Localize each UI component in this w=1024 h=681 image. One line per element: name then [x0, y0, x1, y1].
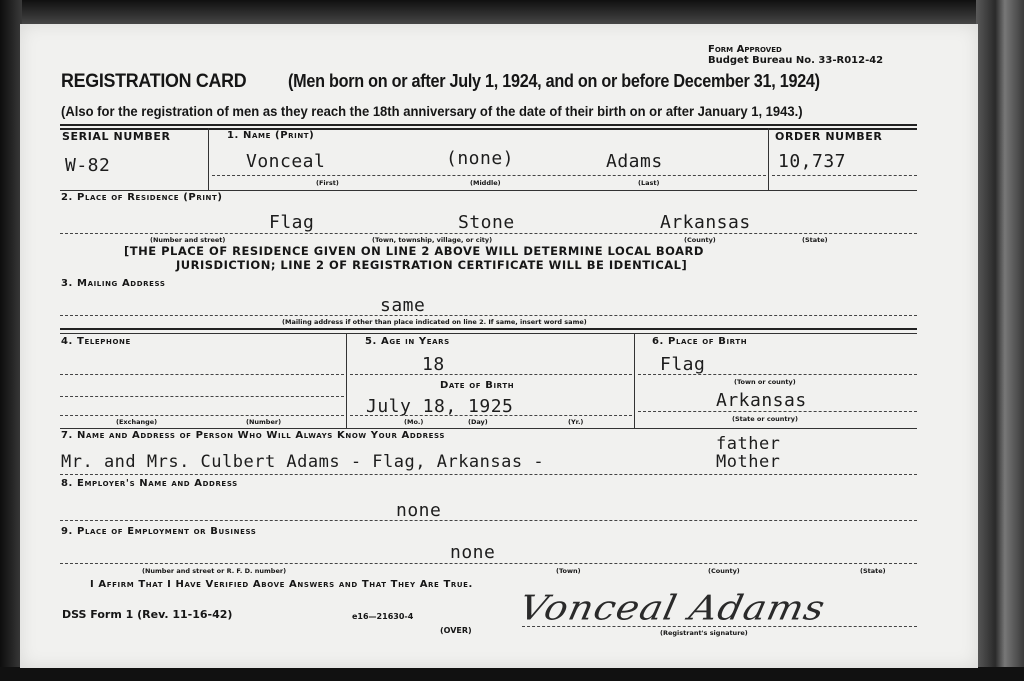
rule — [60, 333, 917, 334]
serial-label: SERIAL NUMBER — [62, 130, 171, 143]
photo-border-right — [976, 0, 1024, 681]
signature-sublabel: (Registrant's signature) — [660, 629, 748, 637]
birthplace-label: 6. Place of Birth — [652, 336, 748, 347]
rule — [60, 474, 917, 475]
registrant-signature: Vonceal Adams — [515, 588, 830, 628]
employment-label: 9. Place of Employment or Business — [61, 526, 257, 537]
rule — [60, 315, 917, 316]
dob-label: Date of Birth — [440, 380, 515, 391]
emp-street-sublabel: (Number and street or R. F. D. number) — [142, 567, 287, 575]
rule — [350, 415, 632, 416]
yr-sublabel: (Yr.) — [568, 418, 584, 426]
mailing-value: same — [380, 295, 426, 316]
form-approved — [708, 44, 883, 66]
dob-value: July 18, 1925 — [366, 396, 514, 417]
middle-sublabel: (Middle) — [470, 179, 501, 187]
rule — [60, 563, 917, 564]
residence-town: Stone — [458, 212, 515, 233]
rule — [638, 411, 917, 412]
last-sublabel: (Last) — [638, 179, 660, 187]
form-approved-line2: Budget Bureau No. 33-R012-42 — [708, 55, 884, 66]
card-subtitle: (Men born on or after July 1, 1924, and on or before December 31, 1924) — [288, 71, 820, 91]
street-sublabel: (Number and street) — [150, 236, 226, 244]
rule — [60, 328, 917, 330]
photo-border-top — [0, 0, 1024, 26]
residence-street: Flag — [269, 212, 315, 233]
rule — [60, 520, 917, 521]
rule — [60, 374, 344, 375]
jurisdiction-notice-2: JURISDICTION; LINE 2 OF REGISTRATION CERTIFICATE WILL BE IDENTICAL] — [176, 258, 688, 272]
contact-relation-2: Mother — [716, 452, 781, 472]
employer-value: none — [396, 500, 442, 521]
photo-border-left — [0, 0, 22, 681]
telephone-label: 4. Telephone — [61, 336, 131, 347]
rule — [772, 175, 917, 176]
birth-town-sublabel: (Town or county) — [734, 378, 796, 386]
rule — [60, 415, 344, 416]
mailing-sublabel: (Mailing address if other than place indicated on line 2. If same, insert word same) — [282, 318, 587, 326]
rule — [60, 428, 917, 429]
registration-card — [20, 24, 978, 668]
state-sublabel: (State) — [802, 236, 828, 244]
first-sublabel: (First) — [316, 179, 339, 187]
number-sublabel: (Number) — [246, 418, 282, 426]
birth-state-sublabel: (State or country) — [732, 415, 798, 423]
contact-value: Mr. and Mrs. Culbert Adams - Flag, Arkansas - — [61, 452, 545, 472]
rule — [522, 626, 917, 627]
divider — [346, 333, 347, 428]
residence-county: Arkansas — [660, 212, 751, 233]
age-label: 5. Age in Years — [365, 336, 450, 347]
card-title: REGISTRATION CARD — [61, 71, 247, 92]
name-last: Adams — [606, 151, 663, 172]
serial-value: W-82 — [65, 155, 111, 176]
name-middle: (none) — [446, 148, 515, 169]
rule — [60, 190, 917, 191]
emp-county-sublabel: (County) — [708, 567, 740, 575]
exchange-sublabel: (Exchange) — [116, 418, 158, 426]
rule — [60, 233, 917, 234]
residence-label: 2. Place of Residence (Print) — [61, 192, 223, 203]
birthplace-town: Flag — [660, 354, 706, 375]
rule — [60, 124, 917, 126]
print-code: e16—21630-4 — [352, 612, 414, 621]
employer-label: 8. Employer's Name and Address — [61, 478, 238, 489]
emp-state-sublabel: (State) — [860, 567, 886, 575]
divider — [208, 128, 209, 190]
divider — [768, 128, 769, 190]
photo-border-bottom — [0, 667, 1024, 681]
name-first: Vonceal — [246, 151, 326, 172]
affirm-statement: I Affirm That I Have Verified Above Answers and That They Are True. — [90, 579, 473, 590]
name-label: 1. Name (Print) — [227, 130, 315, 141]
birthplace-state: Arkansas — [716, 390, 807, 411]
mo-sublabel: (Mo.) — [404, 418, 424, 426]
emp-town-sublabel: (Town) — [556, 567, 581, 575]
rule — [638, 374, 917, 375]
form-number: DSS Form 1 (Rev. 11-16-42) — [62, 608, 233, 621]
town-sublabel: (Town, township, village, or city) — [372, 236, 493, 244]
county-sublabel: (County) — [684, 236, 716, 244]
divider — [634, 333, 635, 428]
rule — [350, 374, 632, 375]
rule — [60, 396, 344, 397]
employment-value: none — [450, 542, 496, 563]
order-label: ORDER NUMBER — [775, 130, 883, 143]
contact-relation-1: father — [716, 434, 781, 454]
age-value: 18 — [422, 354, 445, 375]
jurisdiction-notice-1: [THE PLACE OF RESIDENCE GIVEN ON LINE 2 ABOVE WILL DETERMINE LOCAL BOARD — [124, 244, 704, 258]
card-also-note: (Also for the registration of men as they reach the 18th anniversary of the date of their birth on or after January 1, 1943.) — [61, 103, 803, 119]
form-approved-line1: Form Approved — [708, 44, 782, 55]
rule — [212, 175, 766, 176]
day-sublabel: (Day) — [468, 418, 488, 426]
mailing-label: 3. Mailing Address — [61, 278, 166, 289]
order-value: 10,737 — [778, 151, 847, 172]
contact-label: 7. Name and Address of Person Who Will Always Know Your Address — [61, 430, 446, 441]
over-note: (OVER) — [440, 626, 472, 635]
